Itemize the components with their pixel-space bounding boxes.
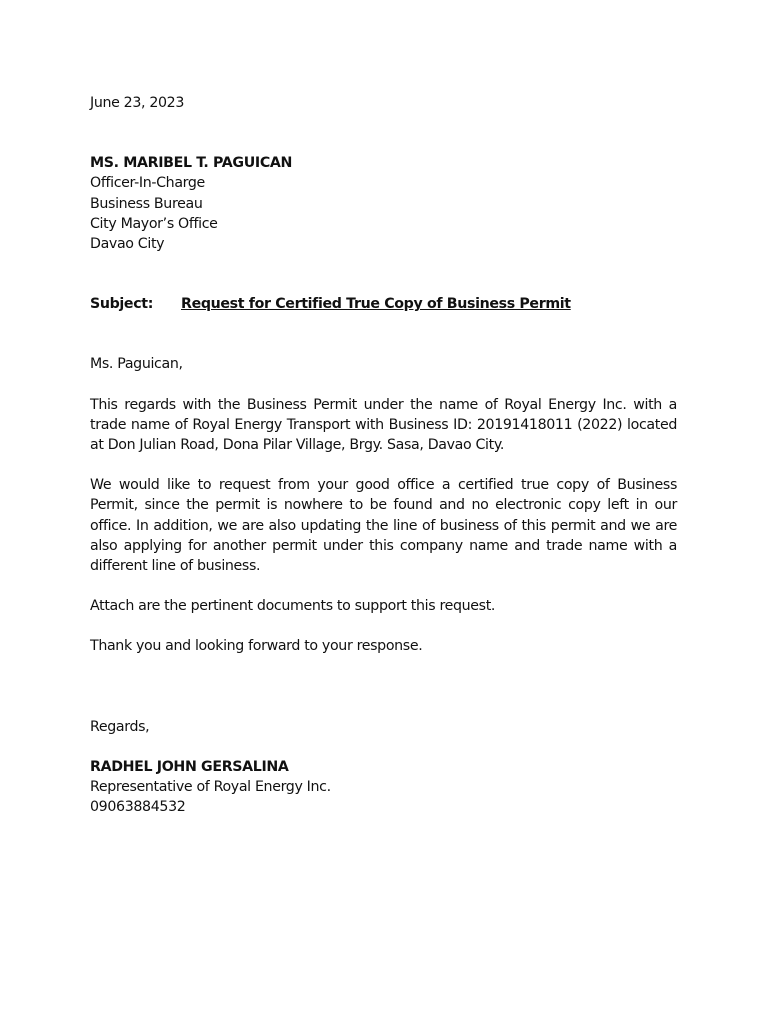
paragraph-thanks: Thank you and looking forward to your response. (90, 638, 423, 655)
recipient-block (90, 153, 677, 254)
signer-name: RADHEL JOHN GERSALINA (90, 758, 289, 775)
subject-label: Subject: (90, 296, 154, 313)
subject-text: Request for Certified True Copy of Business Permit (181, 296, 571, 313)
letter-date: June 23, 2023 (90, 95, 185, 111)
recipient-office: City Mayor’s Office (90, 215, 218, 232)
paragraph-request: We would like to request from your good office a certified true copy of Business Permit, since the permit is nowhere to be found and no electronic copy left in our office. In addition, we are also updating the line of business of this permit and we are also applying for another permit under this company name and trade name with a different line of business. (90, 477, 677, 575)
signer-title: Representative of Royal Energy Inc. (90, 779, 331, 796)
subject-line (90, 294, 677, 314)
recipient-city: Davao City (90, 236, 165, 253)
paragraph-business-permit: This regards with the Business Permit under the name of Royal Energy Inc. with a trade name of Royal Energy Transport with Business ID: 20191418011 (2022) located at Don Julian Road, Dona Pilar Village, Brgy. Sasa, Davao City. (90, 396, 677, 454)
recipient-department: Business Bureau (90, 195, 203, 212)
paragraph-attachments: Attach are the pertinent documents to support this request. (90, 598, 496, 615)
salutation: Ms. Paguican, (90, 356, 183, 373)
closing: Regards, (90, 718, 150, 735)
recipient-name: MS. MARIBEL T. PAGUICAN (90, 155, 293, 172)
signer-phone: 09063884532 (90, 799, 186, 816)
recipient-title: Officer-In-Charge (90, 175, 205, 192)
letter-body (90, 93, 677, 817)
